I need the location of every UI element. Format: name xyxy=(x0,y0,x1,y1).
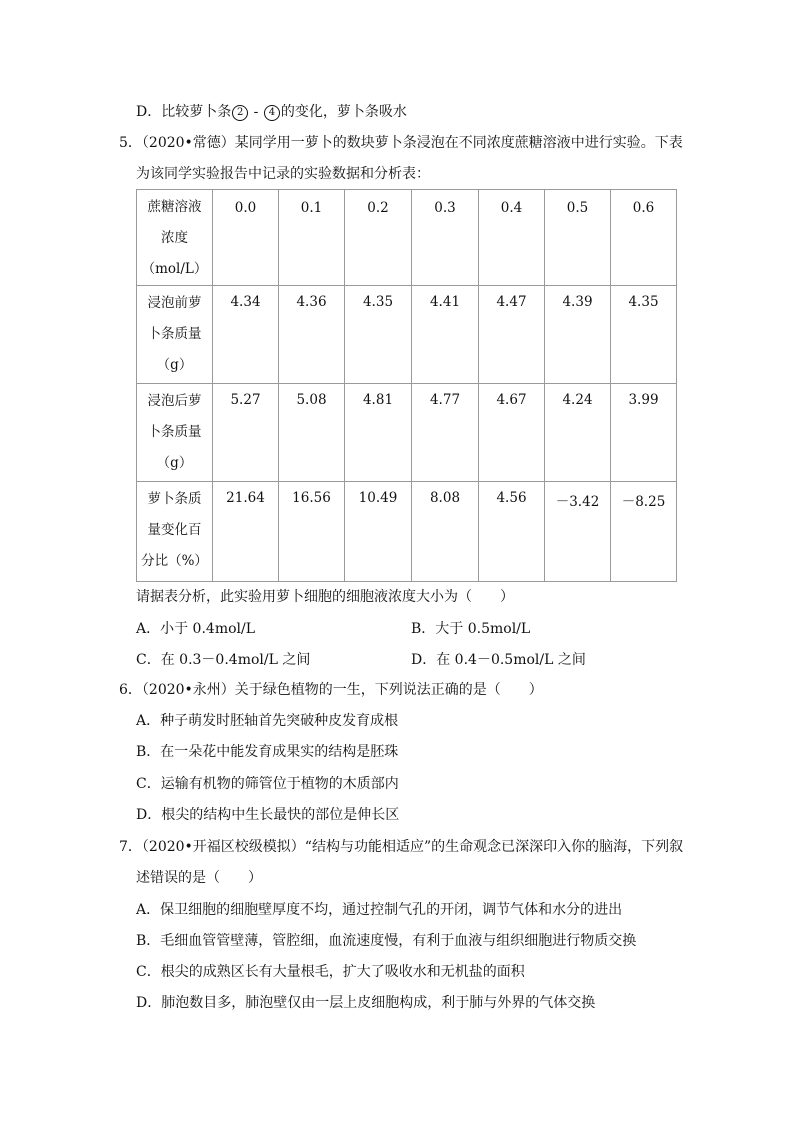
q6-option-b: B．在一朵花中能发育成果实的结构是胚珠 xyxy=(136,744,399,760)
table-row-header xyxy=(137,190,213,286)
table-cell: －3.42 xyxy=(545,482,611,582)
table-cell: 4.35 xyxy=(345,286,412,384)
table-cell: 4.36 xyxy=(279,286,345,384)
header-line: 萝卜条质 xyxy=(147,491,202,507)
table-cell: 4.77 xyxy=(412,384,479,482)
q4-option-d-suffix: 的变化，萝卜条吸水 xyxy=(280,104,407,120)
q5-question: 请据表分析，此实验用萝卜细胞的细胞液浓度大小为（ ） xyxy=(136,589,514,605)
q7-stem-line1: 7．（2020•开福区校级模拟）“结构与功能相适应”的生命观念已深深印入你的脑海，下列叙 xyxy=(119,839,684,855)
header-line: 卜条质量 xyxy=(147,424,202,440)
table-cell: 5.27 xyxy=(213,384,279,482)
table-cell: 0.3 xyxy=(412,190,479,286)
header-line: 浸泡后萝 xyxy=(147,393,202,409)
table-row-mass-before xyxy=(137,286,677,384)
circled-number-2: 2 xyxy=(232,105,248,121)
q5-option-a: A．小于 0.4mol/L xyxy=(136,621,256,637)
circled-number-4: 4 xyxy=(264,105,280,121)
q7-option-d: D．肺泡数目多，肺泡壁仅由一层上皮细胞构成，利于肺与外界的气体交换 xyxy=(136,995,596,1011)
table-row-mass-after xyxy=(137,384,677,482)
table-cell: 4.35 xyxy=(611,286,677,384)
q5-option-d: D．在 0.4－0.5mol/L 之间 xyxy=(411,652,586,668)
header-line: 卜条质量 xyxy=(147,326,202,342)
q7-option-c: C．根尖的成熟区长有大量根毛，扩大了吸收水和无机盐的面积 xyxy=(136,964,525,980)
q5-option-c: C．在 0.3－0.4mol/L 之间 xyxy=(136,652,311,668)
table-cell: 4.67 xyxy=(479,384,545,482)
q6-option-c: C．运输有机物的筛管位于植物的木质部内 xyxy=(136,776,399,792)
q6-option-d: D．根尖的结构中生长最快的部位是伸长区 xyxy=(136,807,400,823)
q7-stem-line2: 述错误的是（ ） xyxy=(136,870,262,886)
table-cell: 16.56 xyxy=(279,482,345,582)
q4-option-d-prefix: D．比较萝卜条 xyxy=(136,104,232,120)
table-cell: 0.5 xyxy=(545,190,611,286)
table-cell: 0.4 xyxy=(479,190,545,286)
q7-option-b: B．毛细血管管壁薄，管腔细，血流速度慢，有利于血液与组织细胞进行物质交换 xyxy=(136,933,637,949)
q4-option-d-dash: - xyxy=(249,104,263,120)
table-cell: 4.56 xyxy=(479,482,545,582)
q6-option-a: A．种子萌发时胚轴首先突破种皮发育成根 xyxy=(136,713,399,729)
header-line: （mol/L） xyxy=(141,261,208,277)
table-cell: 4.39 xyxy=(545,286,611,384)
table-cell: 8.08 xyxy=(412,482,479,582)
table-row-header xyxy=(137,482,213,582)
header-line: （g） xyxy=(156,357,193,373)
header-line: 浓度 xyxy=(161,230,188,246)
table-cell: 4.41 xyxy=(412,286,479,384)
header-line: 量变化百 xyxy=(147,522,202,538)
header-line: 浸泡前萝 xyxy=(147,295,202,311)
table-cell: 0.6 xyxy=(611,190,677,286)
table-cell: 0.2 xyxy=(345,190,412,286)
table-row-header xyxy=(137,286,213,384)
table-cell: 4.81 xyxy=(345,384,412,482)
header-line: 蔗糖溶液 xyxy=(147,199,202,215)
q4-option-d xyxy=(136,102,407,122)
experiment-data-table xyxy=(136,189,677,582)
table-cell: 10.49 xyxy=(345,482,412,582)
q7-option-a: A．保卫细胞的细胞壁厚度不均，通过控制气孔的开闭，调节气体和水分的进出 xyxy=(136,902,623,918)
table-cell: 5.08 xyxy=(279,384,345,482)
table-cell: 21.64 xyxy=(213,482,279,582)
table-cell: 4.24 xyxy=(545,384,611,482)
table-cell: 0.0 xyxy=(213,190,279,286)
q5-stem-line1: 5．（2020•常德）某同学用一萝卜的数块萝卜条浸泡在不同浓度蔗糖溶液中进行实验。下表 xyxy=(119,135,683,151)
table-row-mass-change xyxy=(137,482,677,582)
header-line: （g） xyxy=(156,455,193,471)
table-row-concentration xyxy=(137,190,677,286)
table-cell: －8.25 xyxy=(611,482,677,582)
table-row-header xyxy=(137,384,213,482)
header-line: 分比（%） xyxy=(141,553,208,569)
q5-option-b: B．大于 0.5mol/L xyxy=(411,621,531,637)
q6-stem: 6．（2020•永州）关于绿色植物的一生，下列说法正确的是（ ） xyxy=(119,682,543,698)
table-cell: 4.34 xyxy=(213,286,279,384)
q5-stem-line2: 为该同学实验报告中记录的实验数据和分析表： xyxy=(136,166,430,182)
table-cell: 0.1 xyxy=(279,190,345,286)
table-cell: 4.47 xyxy=(479,286,545,384)
table-cell: 3.99 xyxy=(611,384,677,482)
